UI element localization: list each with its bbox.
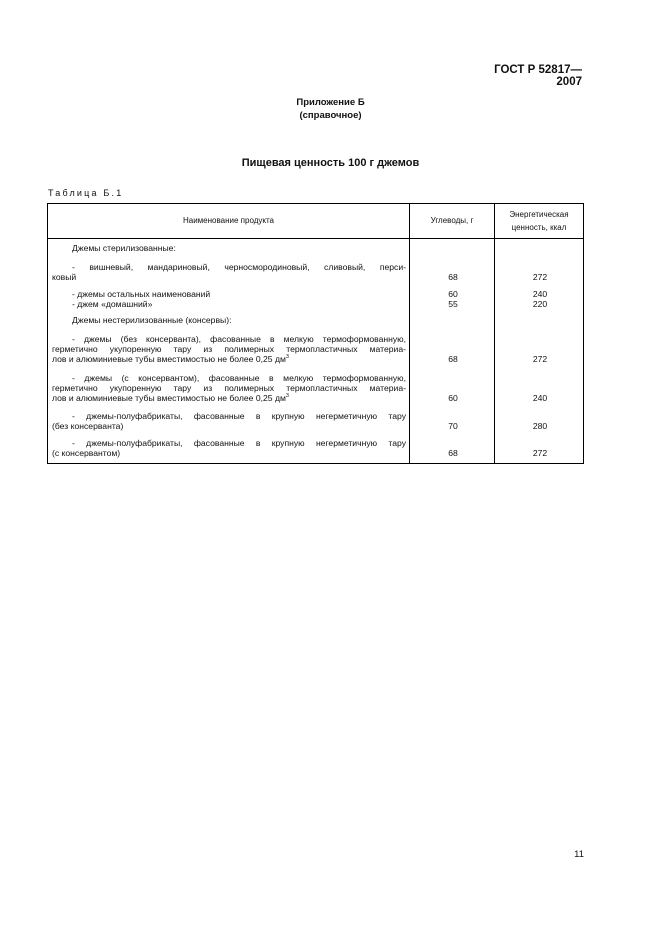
table-cell-carbs: 68 (448, 272, 458, 282)
table-row-text-line: лов и алюминиевые тубы вместимостью не более 0,25 дм (52, 354, 286, 364)
table-label: Таблица Б.1 (48, 188, 124, 198)
table-cell-carbs: 55 (448, 299, 458, 309)
superscript: 3 (285, 393, 289, 400)
column-header-energy-line: Энергетическая (509, 210, 569, 219)
table-row-text: - джемы-полуфабрикаты, фасованные в крупную негерметичную тару (72, 438, 406, 448)
table-row-text: - джемы (с консервантом), фасованные в мелкую термоформованную, (72, 373, 406, 383)
document-title: Пищевая ценность 100 г джемов (241, 157, 420, 169)
table-row-text: - джемы-полуфабрикаты, фасованные в крупную негерметичную тару (72, 411, 406, 421)
nutrition-table (47, 203, 584, 464)
table-row-text (52, 354, 406, 365)
table-cell-energy: 240 (532, 393, 548, 403)
table-row-text: - вишневый, мандариновый, черносмородиновый, сливовый, перси- (72, 262, 406, 272)
table-row-text: - джемы остальных наименований (72, 289, 211, 299)
table-row-text: герметично укупоренную тару из полимерных термопластичных материа- (52, 383, 406, 393)
column-header-name: Наименование продукта (182, 216, 274, 225)
document-code: ГОСТ Р 52817—2007 (494, 64, 582, 88)
table-cell-energy: 272 (532, 272, 548, 282)
header-divider (48, 238, 583, 239)
table-cell-energy: 272 (532, 354, 548, 364)
table-group-heading: Джемы стерилизованные: (72, 243, 176, 253)
page-number: 11 (574, 849, 584, 860)
column-header-energy (495, 208, 583, 234)
table-cell-carbs: 60 (448, 393, 458, 403)
appendix-heading (0, 96, 661, 122)
appendix-title: Приложение Б (296, 97, 365, 108)
column-divider (409, 204, 410, 463)
table-cell-carbs: 68 (448, 354, 458, 364)
table-row-text: ковый (52, 272, 77, 282)
superscript: 3 (285, 354, 289, 361)
table-row-text: герметично укупоренную тару из полимерных термопластичных материа- (52, 344, 406, 354)
column-divider (494, 204, 495, 463)
column-header-carbs: Углеводы, г (430, 216, 474, 225)
table-row-text: (без консерванта) (52, 421, 124, 431)
appendix-subtitle: (справочное) (299, 110, 362, 121)
table-group-heading: Джемы нестерилизованные (консервы): (72, 315, 232, 325)
table-cell-energy: 220 (532, 299, 548, 309)
table-cell-carbs: 68 (448, 448, 458, 458)
column-header-energy-line: ценность, ккал (511, 223, 567, 232)
table-row-text (52, 393, 406, 404)
table-cell-energy: 280 (532, 421, 548, 431)
table-cell-carbs: 70 (448, 421, 458, 431)
table-row-text: (с консервантом) (52, 448, 121, 458)
table-cell-carbs: 60 (448, 289, 458, 299)
table-cell-energy: 272 (532, 448, 548, 458)
table-row-text: - джемы (без консерванта), фасованные в мелкую термоформованную, (72, 334, 406, 344)
table-row-text-line: лов и алюминиевые тубы вместимостью не более 0,25 дм (52, 393, 286, 403)
table-row-text: - джем «домашний» (72, 299, 153, 309)
table-cell-energy: 240 (532, 289, 548, 299)
